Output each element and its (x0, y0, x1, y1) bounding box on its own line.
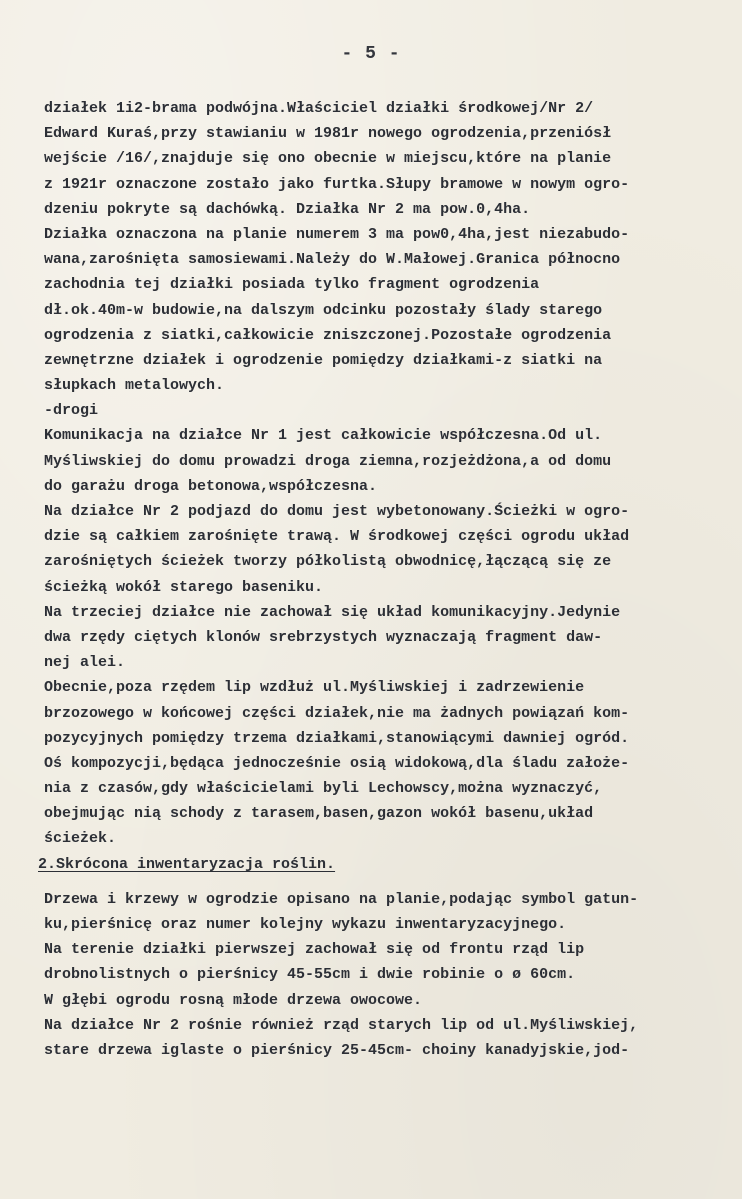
text-line: dzeniu pokryte są dachówką. Działka Nr 2 ma pow.0,4ha. (44, 200, 531, 218)
text-line: pozycyjnych pomiędzy trzema działkami,stanowiącymi dawniej ogród. (44, 729, 630, 747)
text-line: Na terenie działki pierwszej zachował się od frontu rząd lip (44, 941, 585, 959)
body-text (38, 96, 736, 1063)
text-line: zachodnia tej działki posiada tylko fragment ogrodzenia (44, 276, 540, 294)
text-line: zarośniętych ścieżek tworzy półkolistą obwodnicę,łączącą się ze (44, 553, 612, 571)
text-line: stare drzewa iglaste o pierśnicy 25-45cm- choiny kanadyjskie,jod- (44, 1041, 630, 1059)
text-line: Edward Kuraś,przy stawianiu w 1981r nowego ogrodzenia,przeniósł (44, 125, 612, 143)
text-line: wejście /16/,znajduje się ono obecnie w miejscu,które na planie (44, 150, 612, 168)
text-line: dwa rzędy ciętych klonów srebrzystych wyznaczają fragment daw- (44, 628, 603, 646)
text-line: nej alei. (44, 654, 126, 672)
text-line: wana,zarośnięta samosiewami.Należy do W.Małowej.Granica północno (44, 251, 621, 269)
text-line: ścieżką wokół starego baseniku. (44, 578, 324, 596)
text-line: Myśliwskiej do domu prowadzi droga ziemna,rozjeżdżona,a od domu (44, 452, 612, 470)
subsection-label-roads: -drogi (44, 402, 99, 420)
text-line: drobnolistnych o pierśnicy 45-55cm i dwie robinie o ø 60cm. (44, 966, 576, 984)
text-line: Drzewa i krzewy w ogrodzie opisano na planie,podając symbol gatun- (44, 890, 639, 908)
text-line: działek 1i2-brama podwójna.Właściciel działki środkowej/Nr 2/ (44, 100, 594, 117)
text-line: Komunikacja na działce Nr 1 jest całkowicie współczesna.Od ul. (44, 427, 603, 445)
text-line: zewnętrzne działek i ogrodzenie pomiędzy działkami-z siatki na (44, 351, 603, 369)
section-heading: 2.Skrócona inwentaryzacja roślin. (38, 855, 336, 873)
text-line: W głębi ogrodu rosną młode drzewa owocowe. (44, 991, 423, 1009)
text-line: dł.ok.40m-w budowie,na dalszym odcinku pozostały ślady starego (44, 301, 603, 319)
text-line: do garażu droga betonowa,współczesna. (44, 477, 378, 495)
page-number: - 5 - (341, 44, 401, 64)
text-line: Oś kompozycji,będąca jednocześnie osią widokową,dla śladu założe- (44, 754, 630, 772)
text-line: słupkach metalowych. (44, 377, 225, 395)
text-line: dzie są całkiem zarośnięte trawą. W środkowej części ogrodu układ (44, 528, 630, 546)
text-line: Na działce Nr 2 rośnie również rząd starych lip od ul.Myśliwskiej, (44, 1016, 639, 1034)
text-line: Obecnie,poza rzędem lip wzdłuż ul.Myśliwskiej i zadrzewienie (44, 679, 585, 697)
text-line: ścieżek. (44, 830, 117, 848)
text-line: Na działce Nr 2 podjazd do domu jest wybetonowany.Ścieżki w ogro- (44, 503, 630, 520)
text-line: Działka oznaczona na planie numerem 3 ma pow0,4ha,jest niezabudo- (44, 225, 630, 243)
text-line: ku,pierśnicę oraz numer kolejny wykazu inwentaryzacyjnego. (44, 916, 567, 933)
spacer (44, 877, 736, 887)
text-line: brzozowego w końcowej części działek,nie ma żadnych powiązań kom- (44, 704, 630, 722)
text-line: z 1921r oznaczone zostało jako furtka.Słupy bramowe w nowym ogro- (44, 175, 630, 193)
text-line: ogrodzenia z siatki,całkowicie zniszczonej.Pozostałe ogrodzenia (44, 326, 612, 344)
text-line: nia z czasów,gdy właścicielami byli Lechowscy,można wyznaczyć, (44, 780, 603, 798)
text-line: Na trzeciej działce nie zachował się układ komunikacyjny.Jedynie (44, 603, 621, 621)
text-line: obejmując nią schody z tarasem,basen,gazon wokół basenu,układ (44, 805, 594, 823)
